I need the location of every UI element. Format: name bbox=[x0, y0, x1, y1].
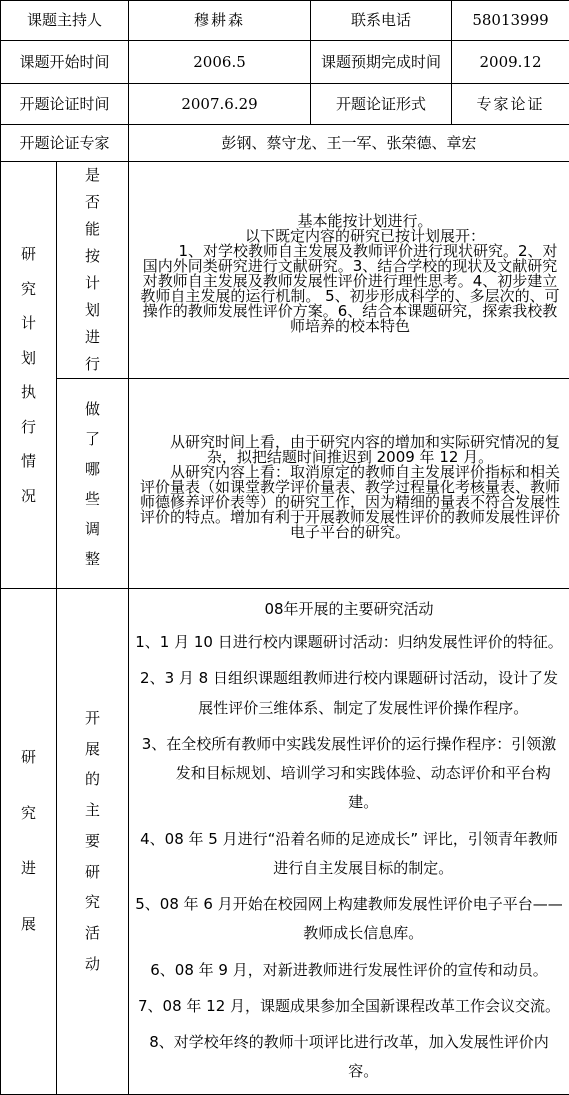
experts-label: 开题论证专家 bbox=[1, 125, 129, 162]
review-time-value: 2007.6.29 bbox=[129, 84, 311, 125]
execution-adjust-row bbox=[1, 379, 569, 589]
host-label: 课题主持人 bbox=[1, 1, 129, 41]
activity-item: 6、08 年 9 月，对新进教师进行发展性评价的宣传和动员。 bbox=[135, 956, 563, 985]
adjust-label-text: 做了哪些调整 bbox=[84, 394, 102, 574]
on-plan-content bbox=[129, 162, 569, 379]
progress-row bbox=[1, 589, 569, 1095]
activity-item: 5、08 年 6 月开始在校园网上构建教师发展性评价电子平台——教师成长信息库。 bbox=[135, 890, 563, 949]
start-label: 课题开始时间 bbox=[1, 41, 129, 84]
execution-section-text: 研究计划执行情况 bbox=[20, 237, 38, 513]
expected-label: 课题预期完成时间 bbox=[311, 41, 452, 84]
activity-item: 3、在全校所有教师中实践发展性评价的运行操作程序：引领激发和目标规划、培训学习和实践体验、动态评价和平台构建。 bbox=[135, 730, 563, 818]
start-value: 2006.5 bbox=[129, 41, 311, 84]
adjust-label bbox=[57, 379, 129, 589]
start-row bbox=[1, 41, 569, 84]
review-form-label: 开题论证形式 bbox=[311, 84, 452, 125]
activity-item: 2、3 月 8 日组织课题组教师进行校内课题研讨活动，设计了发展性评价三维体系、制定了发展性评价操作程序。 bbox=[135, 664, 563, 723]
execution-section-label bbox=[1, 162, 57, 589]
on-plan-paragraph: 基本能按计划进行。 bbox=[137, 214, 563, 229]
experts-value: 彭钢、蔡守龙、王一军、张荣德、章宏 bbox=[129, 125, 569, 162]
execution-on-plan-row bbox=[1, 162, 569, 379]
host-value: 穆耕森 bbox=[129, 1, 311, 41]
activities-label bbox=[57, 589, 129, 1095]
activity-item: 8、对学校年终的教师十项评比进行改革，加入发展性评价内容。 bbox=[135, 1028, 563, 1087]
on-plan-paragraph: 1、对学校教师自主发展及教师评价进行现状研究。2、对国内外同类研究进行文献研究。3、结合学校的现状及文献研究对教师自主发展及教师发展性评价进行理性思考。4、初步建立教师自主发展的运行机制。 5、初步形成科学的、多层次的、可操作的教师发展性评价方案。6、结合本课题研究，探索我校教师培养的校本特色 bbox=[137, 244, 563, 334]
host-row bbox=[1, 1, 569, 41]
review-row bbox=[1, 84, 569, 125]
on-plan-label bbox=[57, 162, 129, 379]
review-time-label: 开题论证时间 bbox=[1, 84, 129, 125]
progress-section-label bbox=[1, 589, 57, 1095]
experts-row bbox=[1, 125, 569, 162]
activity-item: 1、1 月 10 日进行校内课题研讨活动：归纳发展性评价的特征。 bbox=[135, 628, 563, 657]
adjust-paragraph: 从研究时间上看，由于研究内容的增加和实际研究情况的复杂，拟把结题时间推迟到 2009 年 12 月。 bbox=[137, 435, 563, 465]
activities-content bbox=[129, 589, 569, 1095]
activity-item: 7、08 年 12 月，课题成果参加全国新课程改革工作会议交流。 bbox=[135, 992, 563, 1021]
phone-value: 58013999 bbox=[452, 1, 569, 41]
activities-heading: 08年开展的主要研究活动 bbox=[135, 599, 563, 620]
on-plan-paragraph: 以下既定内容的研究已按计划展开： bbox=[137, 229, 563, 244]
review-form-value: 专家论证 bbox=[452, 84, 569, 125]
activity-item: 4、08 年 5 月进行“沿着名师的足迹成长” 评比，引领青年教师进行自主发展目标的制定。 bbox=[135, 825, 563, 884]
adjust-content bbox=[129, 379, 569, 589]
phone-label: 联系电话 bbox=[311, 1, 452, 41]
adjust-paragraph: 从研究内容上看：取消原定的教师自主发展评价指标和相关评价量表（如课堂教学评价量表、教学过程量化考核量表、教师师德修养评价表等）的研究工作，因为精细的量表不符合发展性评价的特点。增加有利于开展教师发展性评价的教师发展性评价电子平台的研究。 bbox=[137, 465, 563, 540]
progress-section-text: 研究进展 bbox=[20, 730, 38, 952]
on-plan-label-text: 是否能按计划进行 bbox=[84, 162, 102, 378]
activities-label-text: 开展的主要研究活动 bbox=[84, 703, 102, 980]
expected-value: 2009.12 bbox=[452, 41, 569, 84]
